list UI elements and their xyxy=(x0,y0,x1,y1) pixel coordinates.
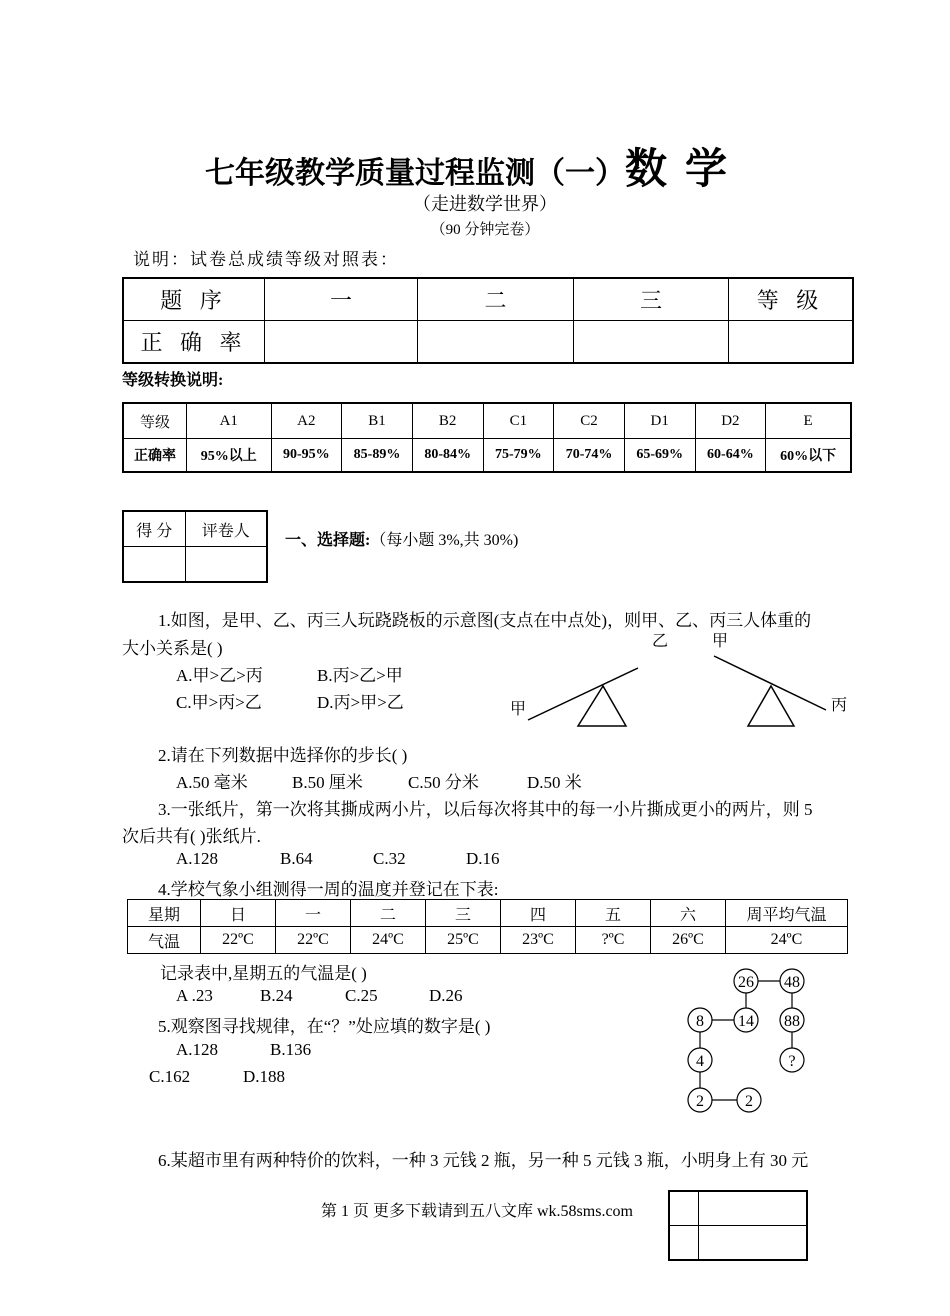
temperature-cell: 23ºC xyxy=(501,927,576,954)
q2-option-b: B.50 厘米 xyxy=(292,773,363,792)
q4-option-d: D.26 xyxy=(429,986,463,1005)
page-footer: 第 1 页 更多下载请到五八文库 wk.58sms.com xyxy=(321,1203,634,1220)
node-value: 8 xyxy=(696,1013,704,1030)
node-value: 26 xyxy=(738,974,754,991)
node-value: 4 xyxy=(696,1053,704,1070)
grade-cell: C1 xyxy=(483,403,554,439)
grader-label: 评卷人 xyxy=(185,511,267,547)
rate-row xyxy=(123,439,851,473)
rate-cell: 65-69% xyxy=(624,439,695,473)
q1-line2: 大小关系是( ) xyxy=(122,639,223,658)
score-label: 得 分 xyxy=(123,511,185,547)
weekday-cell: 星期 xyxy=(128,900,201,927)
q4-question: 记录表中,星期五的气温是( ) xyxy=(160,964,367,983)
temperature-table xyxy=(127,899,848,954)
q6-text: 6.某超市里有两种特价的饮料，一种 3 元钱 2 瓶，另一种 5 元钱 3 瓶，小明身上有 30 元 xyxy=(158,1151,809,1170)
seesaw-left-fulcrum xyxy=(578,686,626,726)
grade-cell: D1 xyxy=(624,403,695,439)
seesaw-label: 甲 xyxy=(712,633,729,650)
section-heading xyxy=(285,527,518,550)
corner-cell xyxy=(699,1191,808,1226)
weekday-cell: 二 xyxy=(351,900,426,927)
summary-cell[interactable] xyxy=(729,321,854,364)
score-box xyxy=(122,510,268,583)
q4-option-a: A .23 xyxy=(176,986,213,1005)
time-note: （90 分钟完卷） xyxy=(430,222,540,238)
weekday-cell: 三 xyxy=(426,900,501,927)
rate-cell: 60-64% xyxy=(695,439,766,473)
q3-option-b: B.64 xyxy=(280,849,313,868)
q1-option-b: B.丙>乙>甲 xyxy=(317,666,403,685)
weekday-cell: 四 xyxy=(501,900,576,927)
q1-option-a: A.甲>乙>丙 xyxy=(176,666,263,685)
grade-cell: A2 xyxy=(271,403,342,439)
q5-option-c: C.162 xyxy=(149,1067,191,1086)
instructions-note: 说明：试卷总成绩等级对照表： xyxy=(133,250,399,269)
grader-field[interactable] xyxy=(185,547,267,583)
rate-cell: 70-74% xyxy=(554,439,625,473)
temperature-cell: 25ºC xyxy=(426,927,501,954)
rate-cell: 60%以下 xyxy=(766,439,851,473)
rate-cell: 85-89% xyxy=(342,439,413,473)
q4-option-c: C.25 xyxy=(345,986,378,1005)
temperature-cell: 22ºC xyxy=(276,927,351,954)
summary-header-cell: 等 级 xyxy=(729,278,854,321)
summary-header-cell: 题 序 xyxy=(123,278,265,321)
node-value: 88 xyxy=(784,1013,800,1030)
q5-option-b: B.136 xyxy=(270,1040,312,1059)
rate-cell: 正确率 xyxy=(123,439,187,473)
weekday-row xyxy=(128,900,848,927)
rate-cell: 80-84% xyxy=(412,439,483,473)
rate-cell: 90-95% xyxy=(271,439,342,473)
node-value: 2 xyxy=(696,1093,704,1110)
temperature-cell: 26ºC xyxy=(651,927,726,954)
node-value: 2 xyxy=(745,1093,753,1110)
seesaw-label: 丙 xyxy=(831,697,848,714)
grade-cell: C2 xyxy=(554,403,625,439)
q3-line1: 3.一张纸片，第一次将其撕成两小片，以后每次将其中的每一小片撕成更小的两片，则 5 xyxy=(158,800,813,819)
q4-option-b: B.24 xyxy=(260,986,293,1005)
weekday-cell: 六 xyxy=(651,900,726,927)
q5-option-a: A.128 xyxy=(176,1040,219,1059)
corner-cell xyxy=(669,1191,699,1226)
title-main: 七年级教学质量过程监测（一） xyxy=(204,157,625,190)
corner-cell xyxy=(699,1226,808,1261)
q2-text: 2.请在下列数据中选择你的步长( ) xyxy=(158,746,408,765)
seesaw-label: 乙 xyxy=(652,633,669,650)
grade-cell: A1 xyxy=(187,403,272,439)
q3-option-c: C.32 xyxy=(373,849,406,868)
temperature-cell: 24ºC xyxy=(351,927,426,954)
summary-header-cell: 二 xyxy=(418,278,574,321)
summary-header-cell: 三 xyxy=(574,278,729,321)
temperature-cell: ?ºC xyxy=(576,927,651,954)
weekday-cell: 五 xyxy=(576,900,651,927)
seesaw-label: 甲 xyxy=(510,701,527,718)
q1-line1: 1.如图，是甲、乙、丙三人玩跷跷板的示意图(支点在中点处)，则甲、乙、丙三人体重的 xyxy=(158,611,812,630)
temperature-row xyxy=(128,927,848,954)
q4-text: 4.学校气象小组测得一周的温度并登记在下表: xyxy=(158,880,499,899)
summary-cell[interactable] xyxy=(574,321,729,364)
section-note: （每小题 3%,共 30%) xyxy=(370,532,519,549)
grade-cell: 等级 xyxy=(123,403,187,439)
summary-header-row xyxy=(123,278,853,321)
q3-option-d: D.16 xyxy=(466,849,500,868)
q3-option-a: A.128 xyxy=(176,849,219,868)
summary-rate-row xyxy=(123,321,853,364)
node-value: 14 xyxy=(738,1013,754,1030)
temperature-cell: 22ºC xyxy=(201,927,276,954)
grade-table xyxy=(122,402,852,473)
node-value: ? xyxy=(788,1053,796,1070)
corner-cell xyxy=(669,1226,699,1261)
seesaw-right-board xyxy=(714,656,826,710)
node-value: 48 xyxy=(784,974,800,991)
grade-cell: B1 xyxy=(342,403,413,439)
number-pattern-figure xyxy=(680,962,815,1117)
conversion-label: 等级转换说明: xyxy=(122,372,224,389)
weekday-cell: 一 xyxy=(276,900,351,927)
weekday-cell: 日 xyxy=(201,900,276,927)
q1-option-c: C.甲>丙>乙 xyxy=(176,693,262,712)
grade-cell: E xyxy=(766,403,851,439)
grade-row xyxy=(123,403,851,439)
temperature-cell: 24ºC xyxy=(726,927,848,954)
summary-cell[interactable] xyxy=(265,321,418,364)
title-subject: 数学 xyxy=(624,147,745,193)
corner-box xyxy=(668,1190,808,1261)
q1-option-d: D.丙>甲>乙 xyxy=(317,693,404,712)
score-field[interactable] xyxy=(123,547,185,583)
q2-option-d: D.50 米 xyxy=(527,773,582,792)
page-title xyxy=(0,136,950,196)
q5-option-d: D.188 xyxy=(243,1067,286,1086)
summary-table xyxy=(122,277,854,364)
grade-cell: D2 xyxy=(695,403,766,439)
summary-row-label: 正 确 率 xyxy=(123,321,265,364)
summary-cell[interactable] xyxy=(418,321,574,364)
q2-option-a: A.50 毫米 xyxy=(176,773,248,792)
temperature-cell: 气温 xyxy=(128,927,201,954)
weekday-cell: 周平均气温 xyxy=(726,900,848,927)
grade-cell: B2 xyxy=(412,403,483,439)
seesaw-figure xyxy=(500,628,860,733)
q2-option-c: C.50 分米 xyxy=(408,773,479,792)
q5-text: 5.观察图寻找规律，在“？”处应填的数字是( ) xyxy=(158,1017,491,1036)
q3-line2: 次后共有( )张纸片. xyxy=(122,827,261,846)
summary-header-cell: 一 xyxy=(265,278,418,321)
subtitle: （走进数学世界） xyxy=(413,194,557,214)
rate-cell: 75-79% xyxy=(483,439,554,473)
rate-cell: 95%以上 xyxy=(187,439,272,473)
section-title: 一、选择题: xyxy=(285,532,371,549)
seesaw-left-board xyxy=(528,668,638,720)
